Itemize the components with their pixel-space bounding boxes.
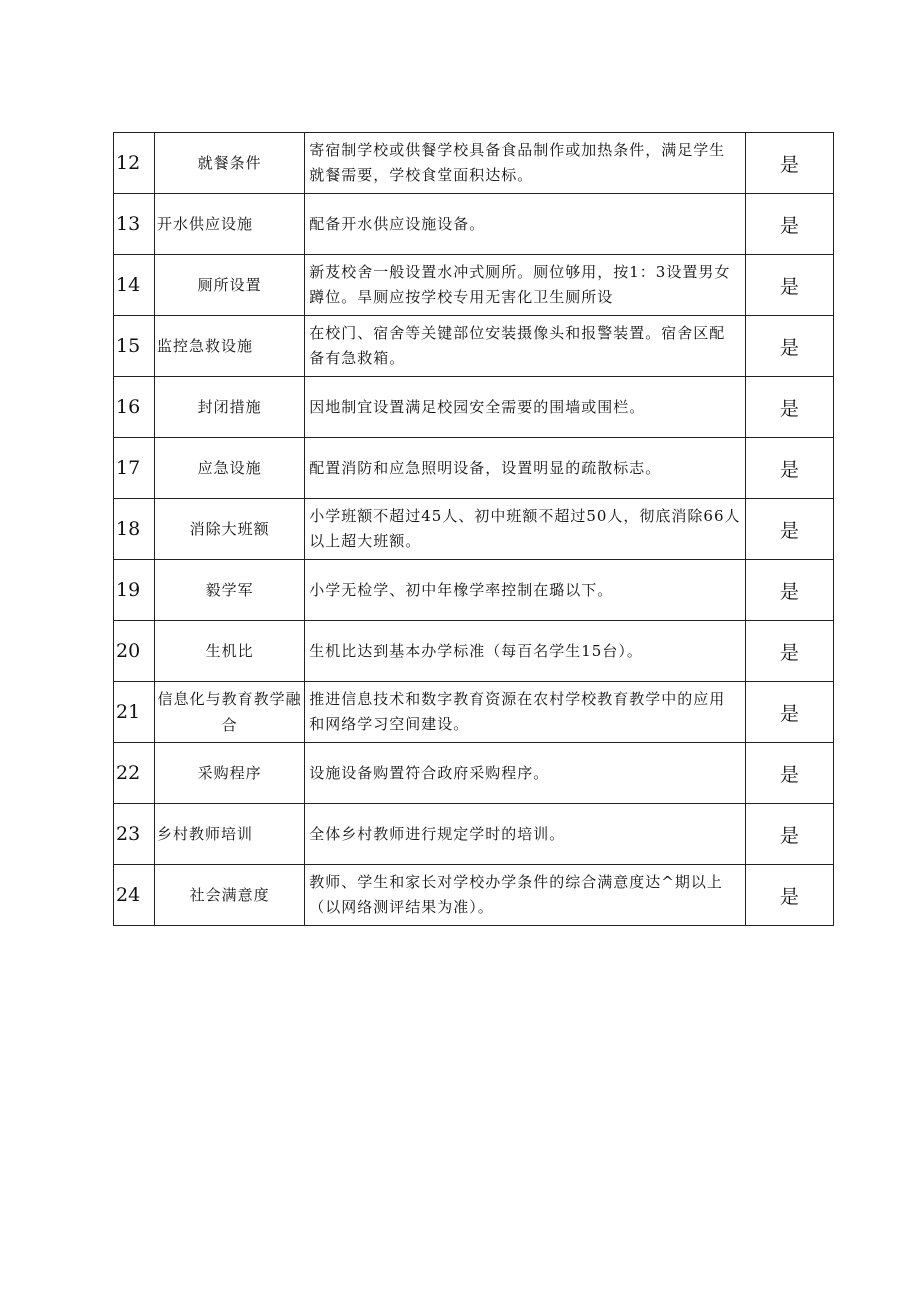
item-name: 厕所设置 (155, 255, 305, 316)
table-row (114, 865, 834, 926)
row-number: 20 (114, 621, 155, 682)
requirement-text: 新芨校舍一般设置水冲式厕所。厕位够用，按1：3设置男女蹲位。旱厕应按学校专用无害化卫生厕所设 (305, 255, 746, 316)
table-row (114, 621, 834, 682)
requirement-text: 全体乡村教师进行规定学时的培训。 (305, 804, 746, 865)
status-value: 是 (745, 804, 833, 865)
table-row (114, 438, 834, 499)
requirement-text: 在校门、宿舍等关键部位安装摄像头和报警装置。宿舍区配备有急救箱。 (305, 316, 746, 377)
item-name: 毅学军 (155, 560, 305, 621)
table-row (114, 560, 834, 621)
requirement-text: 小学班额不超过45人、初中班额不超过50人，彻底消除66人以上超大班额。 (305, 499, 746, 560)
row-number: 23 (114, 804, 155, 865)
status-value: 是 (745, 377, 833, 438)
status-value: 是 (745, 865, 833, 926)
status-value: 是 (745, 133, 833, 194)
row-number: 14 (114, 255, 155, 316)
requirement-text: 配备开水供应设施设备。 (305, 194, 746, 255)
table-row (114, 133, 834, 194)
row-number: 22 (114, 743, 155, 804)
status-value: 是 (745, 255, 833, 316)
item-name: 消除大班额 (155, 499, 305, 560)
status-value: 是 (745, 499, 833, 560)
table-row (114, 499, 834, 560)
requirements-table (113, 132, 834, 926)
row-number: 18 (114, 499, 155, 560)
table-row (114, 377, 834, 438)
row-number: 15 (114, 316, 155, 377)
status-value: 是 (745, 560, 833, 621)
status-value: 是 (745, 194, 833, 255)
table-row (114, 804, 834, 865)
row-number: 17 (114, 438, 155, 499)
row-number: 12 (114, 133, 155, 194)
row-number: 19 (114, 560, 155, 621)
table-row (114, 316, 834, 377)
item-name: 采购程序 (155, 743, 305, 804)
row-number: 13 (114, 194, 155, 255)
item-name: 乡村教师培训 (155, 804, 305, 865)
item-name: 就餐条件 (155, 133, 305, 194)
status-value: 是 (745, 438, 833, 499)
table-row (114, 743, 834, 804)
table-row (114, 255, 834, 316)
requirement-text: 小学无检学、初中年橡学率控制在璐以下。 (305, 560, 746, 621)
item-name: 社会满意度 (155, 865, 305, 926)
requirement-text: 生机比达到基本办学标准（每百名学生15台）。 (305, 621, 746, 682)
row-number: 21 (114, 682, 155, 743)
requirement-text: 设施设备购置符合政府采购程序。 (305, 743, 746, 804)
row-number: 24 (114, 865, 155, 926)
row-number: 16 (114, 377, 155, 438)
requirement-text: 推进信息技术和数字教育资源在农村学校教育教学中的应用和网络学习空间建设。 (305, 682, 746, 743)
requirement-text: 配置消防和应急照明设备，设置明显的疏散标志。 (305, 438, 746, 499)
status-value: 是 (745, 743, 833, 804)
item-name: 应急设施 (155, 438, 305, 499)
requirement-text: 寄宿制学校或供餐学校具备食品制作或加热条件，满足学生就餐需要，学校食堂面积达标。 (305, 133, 746, 194)
requirement-text: 因地制宜设置满足校园安全需要的围墙或围栏。 (305, 377, 746, 438)
item-name: 监控急救设施 (155, 316, 305, 377)
item-name: 生机比 (155, 621, 305, 682)
table-row (114, 194, 834, 255)
item-name: 信息化与教育教学融合 (155, 682, 305, 743)
item-name: 封闭措施 (155, 377, 305, 438)
status-value: 是 (745, 316, 833, 377)
requirement-text: 教师、学生和家长对学校办学条件的综合满意度达^期以上（以网络测评结果为准）。 (305, 865, 746, 926)
status-value: 是 (745, 621, 833, 682)
table-row (114, 682, 834, 743)
item-name: 开水供应设施 (155, 194, 305, 255)
status-value: 是 (745, 682, 833, 743)
